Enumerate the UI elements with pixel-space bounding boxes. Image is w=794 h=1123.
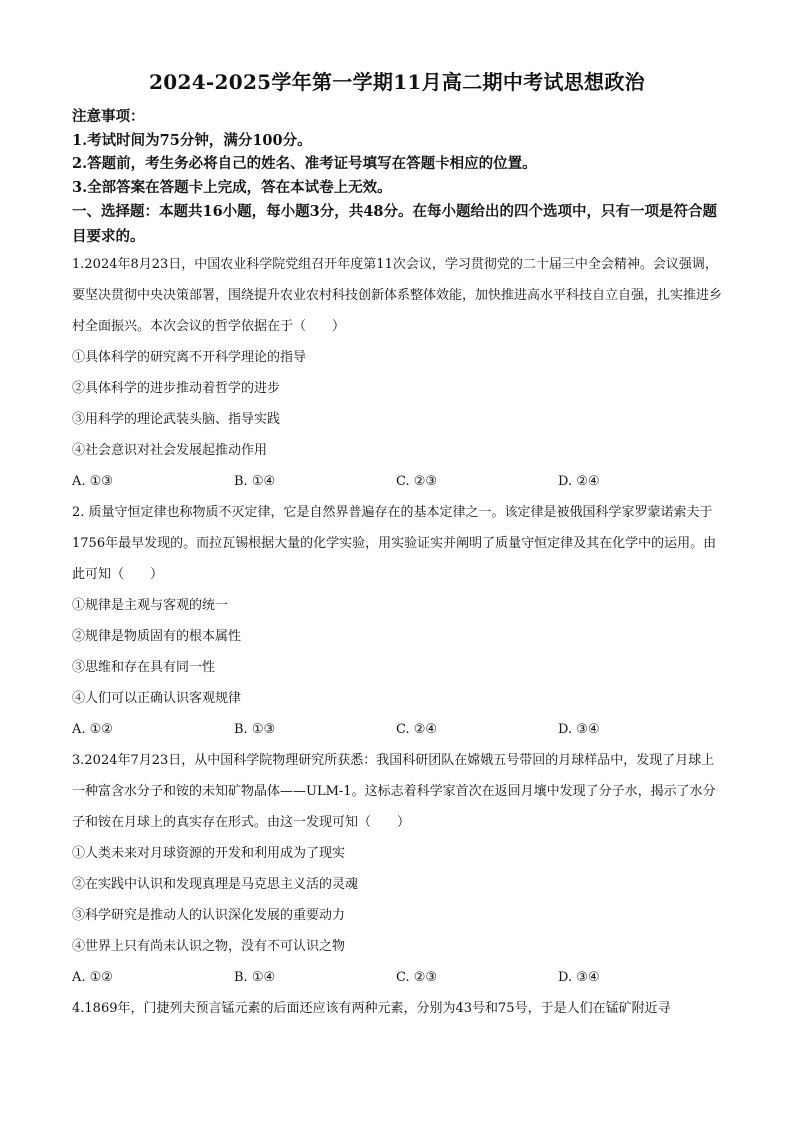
notice-item: 1.考试时间为75分钟，满分100分。 (72, 131, 312, 149)
option-line: ④人们可以正确认识客观规律 (72, 691, 242, 706)
answer-choices (72, 714, 722, 745)
answer-choice: D. ②④ (558, 474, 600, 489)
question-4 (72, 993, 722, 1024)
option-line: ③思维和存在具有同一性 (72, 660, 216, 675)
answer-choice: A. ①② (72, 722, 113, 737)
question-3 (72, 745, 722, 993)
answer-choice: B. ①④ (234, 474, 276, 489)
option-line: ②规律是物质固有的根本属性 (72, 629, 242, 644)
option-line: ①规律是主观与客观的统一 (72, 598, 229, 613)
option-line: ④社会意识对社会发展起推动作用 (72, 443, 268, 458)
answer-choices (72, 962, 722, 993)
notice-item: 3.全部答案在答题卡上完成，答在本试卷上无效。 (72, 178, 392, 196)
page-title: 2024-2025学年第一学期11月高二期中考试思想政治 (149, 70, 645, 94)
answer-choice: C. ②③ (396, 970, 438, 985)
answer-choice: A. ①③ (72, 474, 113, 489)
section-heading: 一、选择题：本题共16小题，每小题3分，共48分。在每小题给出的四个选项中，只有一项是符合题目要求的。 (72, 203, 717, 245)
option-line: ④世界上只有尚未认识之物，没有不可认识之物 (72, 939, 346, 954)
question-stem: 1.2024年8月23日，中国农业科学院党组召开年度第11次会议，学习贯彻党的二十届三中全会精神。会议强调，要坚决贯彻中央决策部署，围绕提升农业农村科技创新体系整体效能，加快推进高水平科技自立自强，扎实推进乡村全面振兴。本次会议的哲学依据在于（ ） (72, 257, 723, 334)
answer-choice: C. ②③ (396, 474, 438, 489)
option-line: ③科学研究是推动人的认识深化发展的重要动力 (72, 908, 346, 923)
option-line: ①人类未来对月球资源的开发和利用成为了现实 (72, 846, 346, 861)
notice-heading: 注意事项： (72, 108, 145, 125)
notice-block (72, 105, 722, 199)
option-line: ②在实践中认识和发现真理是马克思主义活的灵魂 (72, 877, 359, 892)
question-stem: 4.1869年，门捷列夫预言锰元素的后面还应该有两种元素，分别为43号和75号，于是人们在锰矿附近寻 (72, 1001, 671, 1016)
answer-choice: D. ③④ (558, 722, 600, 737)
option-line: ③用科学的理论武装头脑、指导实践 (72, 412, 281, 427)
answer-choice: D. ③④ (558, 970, 600, 985)
option-line: ①具体科学的研究离不开科学理论的指导 (72, 350, 307, 365)
question-2 (72, 497, 722, 745)
question-stem: 3.2024年7月23日，从中国科学院物理研究所获悉：我国科研团队在嫦娥五号带回的月球样品中，发现了月球上一种富含水分子和铵的未知矿物晶体——ULM-1。这标志着科学家首次在返回月壤中发现了分子水，揭示了水分子和铵在月球上的真实存在形式。由这一发现可知（ ） (72, 753, 716, 830)
question-stem: 2. 质量守恒定律也称物质不灭定律，它是自然界普遍存在的基本定律之一。该定律是被俄国科学家罗蒙诺索夫于1756年最早发现的。而拉瓦锡根据大量的化学实验，用实验证实并阐明了质量守恒定律及其在化学中的运用。由此可知（ ） (72, 505, 717, 582)
answer-choice: C. ②④ (396, 722, 438, 737)
answer-choice: B. ①③ (234, 722, 276, 737)
answer-choices (72, 466, 722, 497)
option-line: ②具体科学的进步推动着哲学的进步 (72, 381, 281, 396)
answer-choice: B. ①④ (234, 970, 276, 985)
question-1 (72, 249, 722, 497)
answer-choice: A. ①② (72, 970, 113, 985)
notice-item: 2.答题前，考生务必将自己的姓名、准考证号填写在答题卡相应的位置。 (72, 155, 537, 172)
